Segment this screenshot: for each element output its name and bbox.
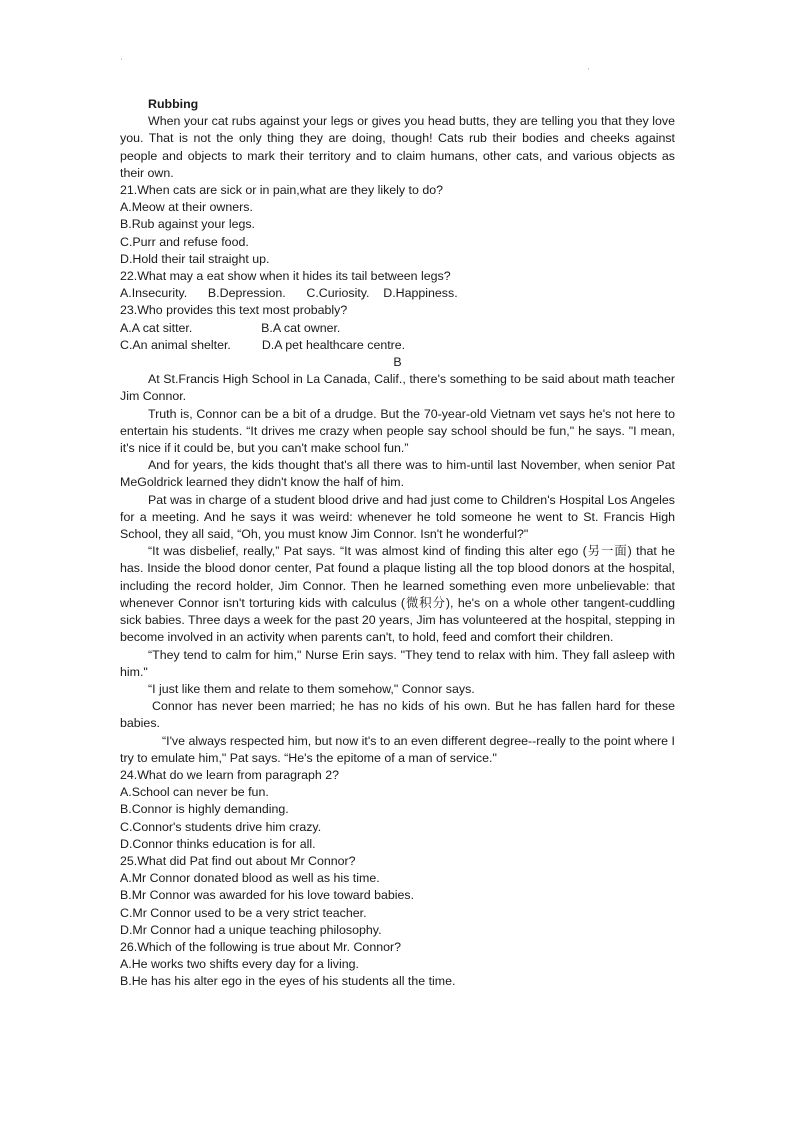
question-25-option-b: B.Mr Connor was awarded for his love toward babies.	[120, 888, 415, 903]
question-26-option-b: B.He has his alter ego in the eyes of his students all the time.	[120, 974, 456, 989]
question-25-option-d: D.Mr Connor had a unique teaching philosophy.	[120, 922, 382, 937]
section-b-paragraph-1: At St.Francis High School in La Canada, Calif., there's something to be said about math teacher Jim Connor.	[120, 372, 675, 404]
section-b-paragraph-2: Truth is, Connor can be a bit of a drudge. But the 70-year-old Vietnam vet says he's not here to entertain his students. “It drives me crazy when people say school should be fun," he says. "I mean, it's nice if it could be, but you can't make school fun.”	[120, 406, 675, 456]
section-b-paragraph-4: Pat was in charge of a student blood drive and had just come to Children's Hospital Los Angeles for a meeting. And he says it was weird: whenever he told someone he went to St. Francis High School, they all said, “Oh, you must know Jim Connor. Isn't he wonderful?"	[120, 492, 675, 542]
question-23-stem: 23.Who provides this text most probably?	[120, 303, 348, 318]
section-b-label: B	[393, 355, 402, 370]
section-b-paragraph-6: “They tend to calm for him," Nurse Erin says. "They tend to relax with him. They fall asleep with him."	[120, 647, 675, 679]
section-b-paragraph-7: “I just like them and relate to them somehow," Connor says.	[148, 681, 475, 696]
question-21-option-d: D.Hold their tail straight up.	[120, 251, 270, 266]
question-22-options: A.Insecurity. B.Depression. C.Curiosity. D.Happiness.	[120, 286, 458, 301]
question-23-options-line-1: A.A cat sitter. B.A cat owner.	[120, 320, 341, 335]
section-b-paragraph-3: And for years, the kids thought that's all there was to him-until last November, when senior Pat MeGoldrick learned they didn't know the half of him.	[120, 458, 675, 490]
question-26-option-a: A.He works two shifts every day for a living.	[120, 957, 359, 972]
question-21-option-b: B.Rub against your legs.	[120, 217, 255, 232]
question-24-option-a: A.School can never be fun.	[120, 785, 269, 800]
section-b-paragraph-8: Connor has never been married; he has no kids of his own. But he has fallen hard for these babies.	[120, 699, 675, 731]
scan-mark-right	[588, 68, 589, 70]
question-25-option-a: A.Mr Connor donated blood as well as his time.	[120, 871, 380, 886]
question-24-option-b: B.Connor is highly demanding.	[120, 802, 289, 817]
question-25-option-c: C.Mr Connor used to be a very strict teacher.	[120, 905, 367, 920]
section-a-title: Rubbing	[148, 97, 199, 111]
question-23-options-line-2: C.An animal shelter. D.A pet healthcare centre.	[120, 337, 406, 352]
question-25-stem: 25.What did Pat find out about Mr Connor?	[120, 853, 356, 868]
section-b-paragraph-9: “I've always respected him, but now it's to an even different degree--really to the point where I try to emulate him," Pat says. “He's the epitome of a man of service."	[120, 733, 675, 765]
question-21-option-c: C.Purr and refuse food.	[120, 234, 249, 249]
question-24-option-d: D.Connor thinks education is for all.	[120, 836, 316, 851]
scan-mark-left	[121, 58, 122, 60]
section-a-paragraph: When your cat rubs against your legs or gives you head butts, they are telling you that they love you. That is not the only thing they are doing, though! Cats rub their bodies and cheeks against people and objects to mark their territory and to claim humans, other cats, and various objects as their own.	[120, 114, 675, 180]
question-26-stem: 26.Which of the following is true about Mr. Connor?	[120, 939, 402, 954]
section-b-paragraph-5: “It was disbelief, really,” Pat says. “It was almost kind of finding this alter ego (另一面) that he has. Inside the blood donor center, Pat found a plaque listing all the top blood donors at the hospital, including the record holder, Jim Connor. Then he learned something even more unbelievable: that whenever Connor isn't torturing kids with calculus (微积分), he's on a whole other tangent-cuddling sick babies. Three days a week for the past 20 years, Jim has volunteered at the hospital, stepping in become involved in an activity when parents can't, to hold, feed and comfort their children.	[120, 544, 675, 645]
question-24-stem: 24.What do we learn from paragraph 2?	[120, 767, 340, 782]
question-24-option-c: C.Connor's students drive him crazy.	[120, 819, 322, 834]
question-21-stem: 21.When cats are sick or in pain,what are they likely to do?	[120, 183, 444, 198]
document-page	[120, 96, 675, 991]
question-22-stem: 22.What may a eat show when it hides its tail between legs?	[120, 269, 451, 284]
question-21-option-a: A.Meow at their owners.	[120, 200, 253, 215]
